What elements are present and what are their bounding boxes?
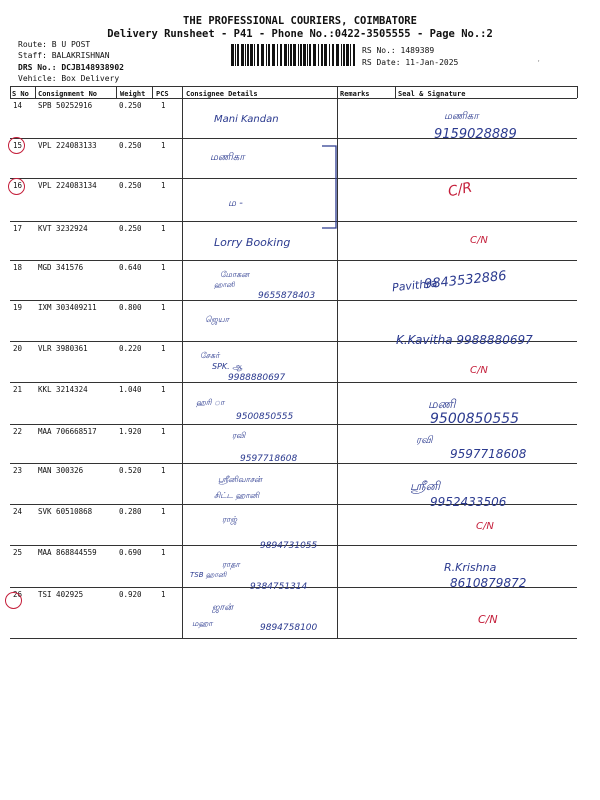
table-column-rule — [337, 86, 338, 98]
route-label: Route: B U POST — [18, 40, 91, 49]
row-weight: 0.250 — [119, 101, 142, 110]
consignee-note: 9384751314 — [250, 582, 308, 592]
row-weight: 0.640 — [119, 263, 142, 272]
signature: 8610879872 — [450, 576, 527, 590]
row-pcs: 1 — [161, 385, 166, 394]
row-consignment-no: MAN 300326 — [38, 466, 84, 475]
signature: 9843532886 — [423, 268, 508, 293]
col-header-consignee: Consignee Details — [186, 90, 258, 98]
consignee-note: ம - — [228, 198, 243, 209]
barcode-bar — [235, 44, 236, 66]
barcode-bar — [231, 44, 234, 66]
bracket-mark — [318, 140, 348, 235]
barcode-bar — [353, 44, 355, 66]
barcode-bar — [277, 44, 278, 66]
row-pcs: 1 — [161, 263, 166, 272]
col-header-weight: Weight — [120, 90, 146, 98]
signature: R.Krishna — [444, 561, 497, 574]
signature: மணிகா — [444, 111, 479, 122]
row-consignment-no: MAA 868844559 — [38, 548, 97, 557]
barcode-bar — [293, 44, 296, 66]
row-sno: 14 — [13, 101, 23, 110]
barcode-bar — [329, 44, 330, 66]
row-sno: 15 — [13, 141, 23, 150]
staff-label: Staff: BALAKRISHNAN — [18, 51, 110, 60]
row-consignment-no: VPL 224083133 — [38, 141, 97, 150]
barcode-bar — [313, 44, 316, 66]
signature: K.Kavitha 9988880697 — [396, 333, 533, 347]
barcode-bar — [254, 44, 255, 66]
consignee-note: 9655878403 — [258, 291, 316, 301]
barcode-bar — [237, 44, 239, 66]
row-pcs: 1 — [161, 507, 166, 516]
signature: 9597718608 — [450, 447, 527, 461]
row-sno: 21 — [13, 385, 23, 394]
row-consignment-no: SVK 60510868 — [38, 507, 93, 516]
row-sno: 26 — [13, 590, 23, 599]
consignee-note: மணிகா — [210, 152, 245, 163]
table-column-rule — [577, 86, 578, 98]
signature: 9500850555 — [430, 411, 520, 427]
barcode-bar — [343, 44, 345, 66]
red-circle-mark — [5, 592, 22, 609]
barcode-bar — [307, 44, 308, 66]
barcode-bar — [288, 44, 289, 66]
signature: C/N — [470, 365, 488, 376]
row-sno: 18 — [13, 263, 23, 272]
barcode-bar — [324, 44, 327, 66]
row-consignment-no: VLR 3980361 — [38, 344, 88, 353]
barcode-bar — [284, 44, 287, 66]
barcode-bar — [298, 44, 299, 66]
row-sno: 22 — [13, 427, 23, 436]
row-weight: 0.520 — [119, 466, 142, 475]
barcode-bar — [280, 44, 282, 66]
table-column-rule — [182, 98, 183, 638]
barcode-bar — [341, 44, 342, 66]
col-header-sno: S No — [12, 90, 29, 98]
barcode-bar — [300, 44, 302, 66]
table-rule — [10, 638, 577, 639]
row-weight: 1.040 — [119, 385, 142, 394]
table-column-rule — [395, 86, 396, 98]
stray-mark: · — [537, 57, 540, 67]
runsheet-subtitle: Delivery Runsheet - P41 - Phone No.:0422-3505555 - Page No.:2 — [107, 28, 493, 40]
row-sno: 25 — [13, 548, 23, 557]
barcode-bar — [261, 44, 264, 66]
row-sno: 20 — [13, 344, 23, 353]
row-consignment-no: KVT 3232924 — [38, 224, 88, 233]
row-weight: 0.220 — [119, 344, 142, 353]
barcode-bar — [290, 44, 292, 66]
row-consignment-no: SPB 50252916 — [38, 101, 93, 110]
red-circle-mark — [8, 178, 25, 195]
consignee-note: மோகன — [220, 270, 250, 279]
row-weight: 1.920 — [119, 427, 142, 436]
barcode-bar — [350, 44, 351, 66]
barcode-bar — [245, 44, 246, 66]
consignee-note: ஜெயா — [205, 315, 229, 324]
barcode-bar — [272, 44, 275, 66]
consignee-note: ஹானி — [214, 281, 235, 289]
signature: 9159028889 — [434, 127, 517, 142]
table-rule — [10, 260, 577, 261]
barcode-bar — [268, 44, 270, 66]
barcode-bar — [321, 44, 323, 66]
table-column-rule — [116, 86, 117, 98]
red-circle-mark — [8, 137, 25, 154]
table-column-rule — [35, 86, 36, 98]
consignee-note: Mani Kandan — [214, 114, 279, 125]
table-column-rule — [10, 86, 11, 98]
row-pcs: 1 — [161, 224, 166, 233]
barcode-bar — [346, 44, 349, 66]
signature: Pavithra — [391, 276, 439, 295]
row-consignment-no: MGD 341576 — [38, 263, 84, 272]
consignee-note: 9894731055 — [260, 541, 318, 551]
consignee-note: ஹரி ா — [196, 398, 225, 407]
consignee-note: சேகர் — [200, 351, 220, 360]
table-column-rule — [182, 86, 183, 98]
consignee-note: ரவி — [232, 431, 246, 440]
signature: 9952433506 — [430, 495, 507, 509]
row-pcs: 1 — [161, 590, 166, 599]
consignee-note: ஸ்ரீனிவாசன் — [218, 475, 262, 484]
consignee-note: ராஜ் — [222, 515, 237, 524]
table-column-rule — [152, 86, 153, 98]
row-sno: 19 — [13, 303, 23, 312]
col-header-remarks: Remarks — [340, 90, 370, 98]
consignee-note: 9894758100 — [260, 623, 318, 633]
barcode-bar — [250, 44, 253, 66]
signature: C/N — [476, 521, 494, 532]
company-title: THE PROFESSIONAL COURIERS, COIMBATORE — [183, 15, 417, 27]
barcode-bar — [303, 44, 306, 66]
row-weight: 0.800 — [119, 303, 142, 312]
row-sno: 24 — [13, 507, 23, 516]
consignee-note: 9597718608 — [240, 454, 298, 464]
signature: C/R — [446, 179, 474, 201]
row-pcs: 1 — [161, 101, 166, 110]
barcode-bar — [336, 44, 339, 66]
signature: C/N — [470, 235, 488, 246]
consignee-note: சிட்ட ஹானி — [214, 491, 260, 500]
row-pcs: 1 — [161, 181, 166, 190]
row-sno: 16 — [13, 181, 23, 190]
row-weight: 0.250 — [119, 224, 142, 233]
consignee-note: Lorry Booking — [214, 236, 291, 249]
row-consignment-no: MAA 706668517 — [38, 427, 97, 436]
consignee-note: SPK. ஆ — [212, 362, 243, 371]
barcode-bar — [257, 44, 259, 66]
row-pcs: 1 — [161, 303, 166, 312]
table-rule — [10, 221, 577, 222]
row-weight: 0.250 — [119, 181, 142, 190]
vehicle-label: Vehicle: Box Delivery — [18, 74, 120, 83]
row-sno: 23 — [13, 466, 23, 475]
signature: ஸ்ரீனி — [410, 479, 440, 493]
table-rule — [10, 98, 577, 99]
row-weight: 0.250 — [119, 141, 142, 150]
table-rule — [10, 86, 577, 87]
row-pcs: 1 — [161, 344, 166, 353]
row-consignment-no: KKL 3214324 — [38, 385, 88, 394]
barcode-bar — [241, 44, 244, 66]
barcode-bar — [247, 44, 249, 66]
rs-date: RS Date: 11-Jan-2025 — [362, 58, 459, 67]
row-consignment-no: TSI 402925 — [38, 590, 84, 599]
barcode-icon — [231, 44, 355, 66]
consignee-note: மஹா — [192, 619, 213, 628]
row-pcs: 1 — [161, 141, 166, 150]
table-rule — [10, 178, 577, 179]
signature: மணி — [428, 397, 456, 411]
consignee-note: TSB ஹானி — [190, 571, 227, 579]
signature: ரவி — [416, 435, 433, 446]
row-weight: 0.280 — [119, 507, 142, 516]
rs-number: RS No.: 1489389 — [362, 46, 435, 55]
barcode-bar — [309, 44, 311, 66]
row-pcs: 1 — [161, 466, 166, 475]
drs-number: DRS No.: DCJB148938902 — [18, 63, 124, 72]
row-consignment-no: IXM 303409211 — [38, 303, 97, 312]
col-header-consignment: Consignment No — [38, 90, 98, 98]
table-rule — [10, 382, 577, 383]
barcode-bar — [318, 44, 319, 66]
row-weight: 0.690 — [119, 548, 142, 557]
consignee-note: 9988880697 — [228, 373, 286, 383]
consignee-note: ராதா — [222, 560, 240, 569]
consignee-note: 9500850555 — [236, 412, 294, 422]
row-consignment-no: VPL 224083134 — [38, 181, 97, 190]
barcode-bar — [266, 44, 267, 66]
col-header-signature: Seal & Signature — [398, 90, 466, 98]
row-pcs: 1 — [161, 427, 166, 436]
barcode-bar — [332, 44, 334, 66]
consignee-note: ஜான் — [212, 603, 233, 613]
row-pcs: 1 — [161, 548, 166, 557]
signature: C/N — [478, 613, 498, 626]
col-header-pcs: PCS — [156, 90, 169, 98]
row-weight: 0.920 — [119, 590, 142, 599]
row-sno: 17 — [13, 224, 23, 233]
